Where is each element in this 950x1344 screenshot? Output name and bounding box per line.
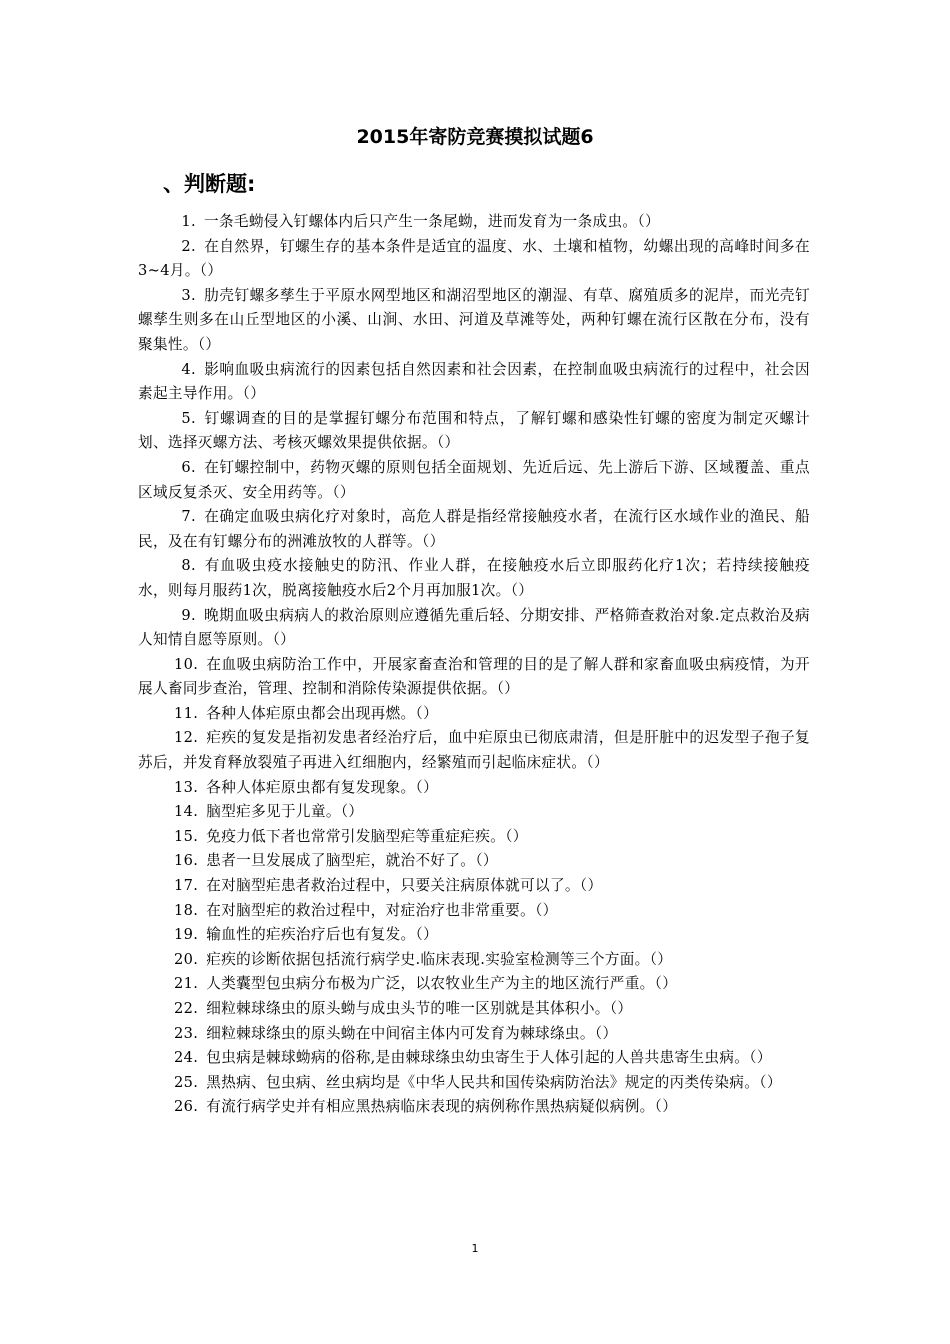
- question-item: [138, 776, 810, 801]
- question-item: [138, 210, 810, 235]
- question-number: 8.: [181, 557, 196, 575]
- question-number: 25.: [174, 1073, 199, 1091]
- question-number: 21.: [174, 975, 199, 993]
- question-number: 18.: [174, 901, 199, 919]
- question-number: 26.: [174, 1098, 199, 1116]
- question-number: 11.: [174, 704, 199, 722]
- question-item: [138, 726, 810, 775]
- question-item: [138, 358, 810, 407]
- question-text: 各种人体疟原虫都会出现再燃。（）: [206, 704, 439, 722]
- question-item: [138, 899, 810, 924]
- question-item: [138, 407, 810, 456]
- question-text: 各种人体疟原虫都有复发现象。（）: [206, 778, 439, 796]
- question-text: 有流行病学史并有相应黑热病临床表现的病例称作黑热病疑似病例。（）: [206, 1098, 678, 1116]
- question-text: 有血吸虫疫水接触史的防汛、作业人群，在接触疫水后立即服药化疗1次；若持续接触疫水，则每月服药1次，脱离接触疫水后2个月再加服1次。（）: [138, 557, 810, 599]
- question-item: [138, 923, 810, 948]
- question-item: [138, 1022, 810, 1047]
- question-text: 免疫力低下者也常常引发脑型疟等重症疟疾。（）: [206, 827, 528, 845]
- question-item: [138, 849, 810, 874]
- question-number: 6.: [181, 458, 196, 476]
- question-number: 5.: [181, 409, 196, 427]
- question-item: [138, 874, 810, 899]
- question-number: 10.: [174, 655, 199, 673]
- question-number: 7.: [181, 508, 196, 526]
- question-number: 4.: [181, 360, 196, 378]
- question-item: [138, 800, 810, 825]
- question-item: [138, 505, 810, 554]
- question-item: [138, 653, 810, 702]
- question-item: [138, 235, 810, 284]
- question-number: 17.: [174, 877, 199, 895]
- question-number: 24.: [174, 1049, 199, 1067]
- question-item: [138, 456, 810, 505]
- question-number: 16.: [174, 852, 199, 870]
- document-title: 2015年寄防竞赛摸拟试题6: [356, 126, 594, 148]
- question-number: 19.: [174, 926, 199, 944]
- question-text: 在确定血吸虫病化疗对象时，高危人群是指经常接触疫水者，在流行区水域作业的渔民、船民，及在有钉螺分布的洲滩放牧的人群等。（）: [138, 508, 810, 550]
- question-number: 15.: [174, 827, 199, 845]
- question-number: 1.: [181, 213, 196, 230]
- question-item: [138, 1046, 810, 1071]
- question-text: 人类囊型包虫病分布极为广泛，以农牧业生产为主的地区流行严重。（）: [206, 975, 678, 993]
- question-text: 在血吸虫病防治工作中，开展家畜查治和管理的目的是了解人群和家畜血吸虫病疫情，为开展人畜同步查治，管理、控制和消除传染源提供依据。（）: [138, 655, 810, 698]
- question-number: 20.: [174, 950, 199, 968]
- question-item: [138, 702, 810, 727]
- question-number: 12.: [174, 729, 199, 747]
- question-item: [138, 604, 810, 653]
- question-text: 输血性的疟疾治疗后也有复发。（）: [206, 926, 439, 944]
- question-number: 2.: [181, 237, 196, 255]
- question-item: [138, 1095, 810, 1120]
- question-number: 22.: [174, 1000, 199, 1017]
- question-text: 细粒棘球绦虫的原头蚴与成虫头节的唯一区别就是其体积小。（）: [206, 1000, 633, 1017]
- question-item: [138, 972, 810, 997]
- question-number: 14.: [174, 803, 199, 821]
- question-text: 患者一旦发展成了脑型疟，就治不好了。（）: [206, 852, 498, 870]
- question-text: 包虫病是棘球蚴病的俗称,是由棘球绦虫幼虫寄生于人体引起的人兽共患寄生虫病。（）: [206, 1049, 772, 1067]
- question-item: [138, 284, 810, 358]
- question-text: 一条毛蚴侵入钉螺体内后只产生一条尾蚴，进而发育为一条成虫。（）: [204, 213, 660, 230]
- question-text: 影响血吸虫病流行的因素包括自然因素和社会因素，在控制血吸虫病流行的过程中，社会因素起主导作用。（）: [138, 360, 810, 403]
- page-number: 1: [471, 1242, 479, 1255]
- question-number: 13.: [174, 778, 199, 796]
- question-item: [138, 997, 810, 1022]
- question-text: 在钉螺控制中，药物灭螺的原则包括全面规划、先近后远、先上游后下游、区域覆盖、重点区域反复杀灭、安全用药等。（）: [138, 458, 810, 501]
- question-number: 23.: [174, 1024, 199, 1042]
- question-text: 在自然界，钉螺生存的基本条件是适宜的温度、水、土壤和植物，幼螺出现的高峰时间多在3~4月。（）: [138, 237, 810, 280]
- question-text: 细粒棘球绦虫的原头蚴在中间宿主体内可发育为棘球绦虫。（）: [206, 1024, 618, 1042]
- question-list: [138, 210, 810, 1120]
- question-text: 钉螺调查的目的是掌握钉螺分布范围和特点，了解钉螺和感染性钉螺的密度为制定灭螺计划、选择灭螺方法、考核灭螺效果提供依据。（）: [138, 409, 810, 452]
- question-text: 脑型疟多见于儿童。（）: [206, 803, 364, 821]
- question-text: 疟疾的诊断依据包括流行病学史.临床表现.实验室检测等三个方面。（）: [206, 950, 673, 968]
- question-number: 3.: [181, 286, 196, 304]
- question-text: 晚期血吸虫病病人的救治原则应遵循先重后轻、分期安排、严格筛查救治对象.定点救治及病人知情自愿等原则。（）: [138, 606, 810, 649]
- question-item: [138, 825, 810, 850]
- question-text: 黑热病、包虫病、丝虫病均是《中华人民共和国传染病防治法》规定的丙类传染病。（）: [206, 1073, 782, 1091]
- question-text: 疟疾的复发是指初发患者经治疗后，血中疟原虫已彻底肃清，但是肝脏中的迟发型子孢子复苏后，并发育释放裂殖子再进入红细胞内，经繁殖而引起临床症状。（）: [138, 729, 810, 772]
- question-text: 在对脑型疟的救治过程中，对症治疗也非常重要。（）: [206, 901, 558, 919]
- question-text: 在对脑型疟患者救治过程中，只要关注病原体就可以了。（）: [206, 877, 603, 895]
- section-heading: 、判断题:: [163, 172, 256, 196]
- question-item: [138, 1071, 810, 1096]
- question-text: 肋壳钉螺多孳生于平原水网型地区和湖沼型地区的潮湿、有草、腐殖质多的泥岸，而光壳钉螺孳生则多在山丘型地区的小溪、山涧、水田、河道及草滩等处，两种钉螺在流行区散在分布，没有聚集性。（）: [138, 286, 810, 353]
- question-number: 9.: [181, 606, 196, 624]
- question-item: [138, 948, 810, 973]
- question-item: [138, 554, 810, 603]
